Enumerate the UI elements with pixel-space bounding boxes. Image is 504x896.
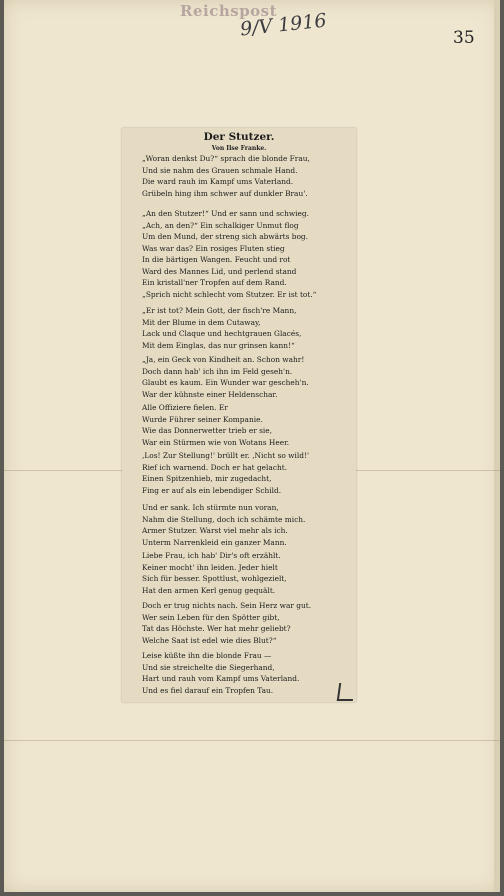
poem-line: Unterm Narrenkleid ein ganzer Mann. bbox=[142, 538, 287, 548]
poem-line: Liebe Frau, ich hab' Dir's oft erzählt. bbox=[142, 551, 281, 560]
poem-line: „An den Stutzer!“ Und er sann und schwieg. bbox=[142, 209, 309, 218]
poem-line: Nahm die Stellung, doch ich schämte mich. bbox=[142, 514, 306, 524]
poem-line: Leise küßte ihn die blonde Frau — bbox=[142, 651, 272, 660]
poem-line: Wer sein Leben für den Spötter gibt, bbox=[142, 612, 280, 622]
poem-line: Ward des Mannes Lid, und perlend stand bbox=[142, 266, 297, 276]
newspaper-clipping bbox=[122, 128, 356, 702]
poem-line: Fing er auf als ein lebendiger Schild. bbox=[142, 486, 282, 496]
poem-line: „Ja, ein Geck von Kindheit an. Schon wahr! bbox=[142, 355, 305, 364]
poem-line: Mit der Blume in dem Cutaway, bbox=[142, 317, 261, 327]
poem-line: Keiner mocht' ihn leiden. Jeder hielt bbox=[142, 562, 278, 572]
poem-line: War ein Stürmen wie von Wotans Heer. bbox=[142, 438, 290, 448]
poem-stanza bbox=[142, 254, 354, 301]
poem-line: „Ach, an den?“ Ein schalkiger Unmut flog bbox=[142, 220, 299, 230]
poem-stanza bbox=[142, 305, 354, 352]
poem-line: Die ward rauh im Kampf ums Vaterland. bbox=[142, 177, 294, 187]
poem-line: Hart und rauh vom Kampf ums Vaterland. bbox=[142, 674, 300, 684]
poem-line: Alle Offiziere fielen. Er bbox=[142, 403, 228, 412]
poem-line: Sich für besser. Spottlust, wohlgezielt, bbox=[142, 574, 287, 584]
poem-line: Doch er trug nichts nach. Sein Herz war gut. bbox=[142, 601, 312, 610]
poem-line: Mit dem Einglas, das nur grinsen kann!“ bbox=[142, 341, 295, 351]
poem-stanza bbox=[142, 502, 354, 549]
poem-line: Um den Mund, der streng sich abwärts bog. bbox=[142, 232, 308, 242]
poem-title: Der Stutzer. bbox=[203, 131, 275, 143]
poem-line: Glaubt es kaum. Ein Wunder war gescheh'n. bbox=[142, 378, 309, 388]
poem-line: War der kühnste einer Heldenschar. bbox=[142, 390, 278, 400]
poem-line: Hat den armen Kerl genug gequält. bbox=[142, 586, 276, 596]
poem-stanza bbox=[142, 450, 354, 497]
poem-stanza bbox=[142, 550, 354, 597]
page-number: 35 bbox=[453, 28, 475, 48]
poem-line: „Woran denkst Du?“ sprach die blonde Frau, bbox=[142, 154, 310, 163]
poem-line: Grübeln hing ihm schwer auf dunkler Brau'. bbox=[142, 189, 308, 199]
poem-line: „Sprich nicht schlecht vom Stutzer. Er ist tot.“ bbox=[142, 290, 317, 300]
pencil-mark bbox=[337, 683, 356, 701]
page-edge bbox=[494, 0, 500, 892]
poem-line: Und sie nahm des Grauen schmale Hand. bbox=[142, 165, 298, 175]
poem-stanza bbox=[142, 600, 354, 647]
poem-line: Wie das Donnerwetter trieb er sie, bbox=[142, 426, 272, 436]
poem-author: Von Ilse Franke. bbox=[211, 145, 267, 152]
poem-line: Und es fiel darauf ein Tropfen Tau. bbox=[142, 686, 274, 696]
poem-stanza bbox=[142, 650, 354, 697]
poem-line: Armer Stutzer. Warst viel mehr als ich. bbox=[142, 526, 288, 536]
poem-stanza bbox=[142, 402, 354, 449]
poem-line: Lack und Claque und hechtgrauen Glacés, bbox=[142, 329, 302, 339]
poem-line: In die bärtigen Wangen. Feucht und rot bbox=[142, 255, 291, 264]
poem-line: Ein kristall'ner Tropfen auf dem Rand. bbox=[142, 278, 287, 288]
poem-line: Und er sank. Ich stürmte nun voran, bbox=[142, 503, 279, 512]
poem-stanza bbox=[142, 354, 354, 401]
fold-line bbox=[4, 740, 500, 741]
poem-line: Rief ich warnend. Doch er hat gelacht. bbox=[142, 462, 288, 472]
handwritten-date: 9/V 1916 bbox=[239, 9, 328, 41]
newspaper-stamp: Reichspost bbox=[180, 2, 278, 20]
poem-stanza bbox=[142, 153, 354, 200]
poem-line: ‚Los! Zur Stellung!' brüllt er. ‚Nicht so wild!' bbox=[142, 451, 309, 460]
poem-line: Tat das Höchste. Wer hat mehr geliebt? bbox=[142, 624, 291, 634]
poem-line: Einen Spitzenhieb, mir zugedacht, bbox=[142, 474, 272, 484]
poem-line: Und sie streichelte die Siegerhand, bbox=[142, 662, 275, 672]
poem-stanza bbox=[142, 208, 354, 255]
poem-line: Was war das? Ein rosiges Fluten stieg bbox=[142, 244, 285, 254]
poem-line: Wurde Führer seiner Kompanie. bbox=[142, 414, 263, 424]
poem-line: Doch dann hab' ich ihn im Feld geseh'n. bbox=[142, 366, 293, 376]
poem-line: „Er ist tot? Mein Gott, der fisch're Mann, bbox=[142, 306, 297, 315]
poem-line: Welche Saat ist edel wie dies Blut?“ bbox=[142, 636, 277, 646]
